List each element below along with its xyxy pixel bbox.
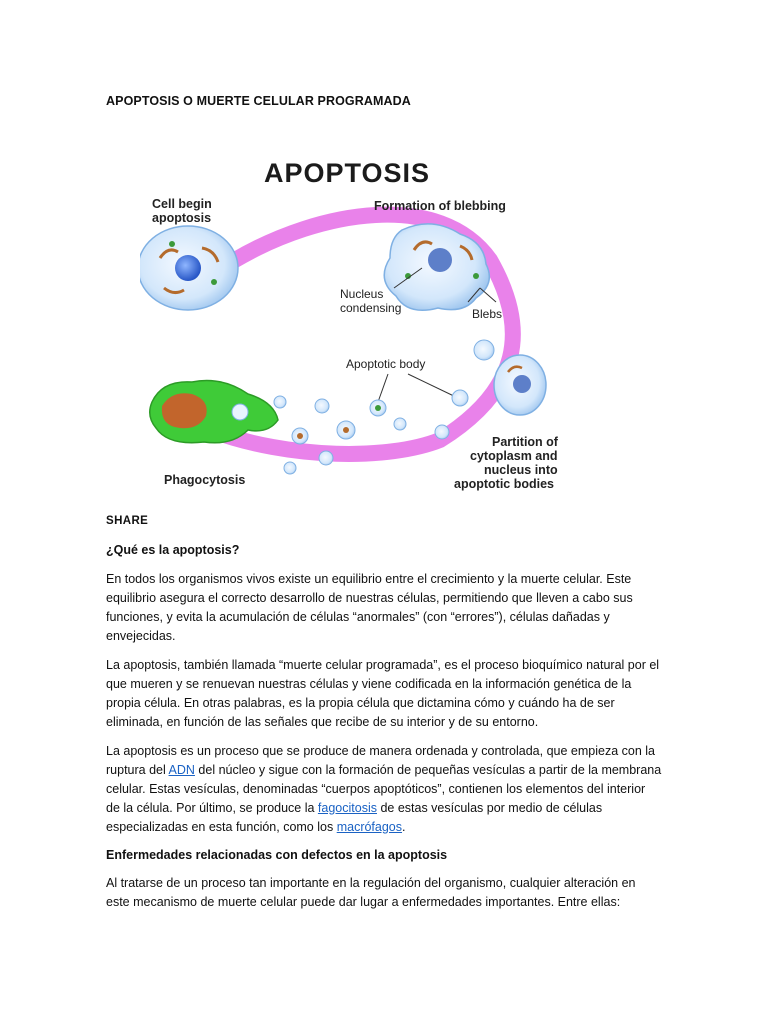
paragraph-3-part-4: . (402, 820, 406, 834)
link-macrofagos[interactable]: macrófagos (336, 820, 403, 834)
label-apoptotic-body: Apoptotic body (346, 357, 426, 371)
heading-what-is-apoptosis: ¿Qué es la apoptosis? (106, 543, 240, 557)
label-blebbing: Formation of blebbing (374, 199, 506, 213)
label-nucleus-2: condensing (340, 301, 402, 315)
link-adn[interactable]: ADN (168, 763, 195, 777)
label-partition-3: nucleus into (484, 463, 558, 477)
figure-title: APOPTOSIS (264, 158, 431, 188)
apoptotic-bodies (274, 396, 449, 474)
partitioning-cell (452, 340, 546, 415)
label-nucleus-1: Nucleus (340, 287, 384, 301)
link-fagocitosis[interactable]: fagocitosis (317, 801, 377, 815)
label-cell-begin-2: apoptosis (152, 211, 212, 225)
document-title: APOPTOSIS O MUERTE CELULAR PROGRAMADA (106, 94, 411, 108)
label-partition-1: Partition of (492, 435, 558, 449)
paragraph-1: En todos los organismos vivos existe un equilibrio entre el crecimiento y la muerte celular. Este equilibrio asegura el correcto desarrollo de nuestras células, permitiendo que lleven a cabo sus funciones, y evita la acumulación de células “anormales” (con “errores”), células dañadas y envejecidas. (106, 572, 633, 643)
apoptosis-diagram (140, 140, 560, 500)
paragraph-3 (106, 742, 662, 837)
share-label[interactable]: SHARE (106, 515, 149, 527)
label-partition-2: cytoplasm and (470, 449, 558, 463)
healthy-cell (140, 226, 238, 310)
paragraph-3-part-2: del núcleo y sigue con la formación de pequeñas vesículas a partir de la membrana celular. Estas vesículas, denominadas “cuerpos apoptóticos”, contienen los elementos del interior de la célula. Por último, se produce la (106, 763, 662, 815)
paragraph-4: Al tratarse de un proceso tan importante en la regulación del organismo, cualquier alteración en este mecanismo de muerte celular puede dar lugar a enfermedades importantes. Entre ellas: (106, 876, 636, 909)
label-cell-begin-1: Cell begin (152, 197, 212, 211)
label-phagocytosis: Phagocytosis (164, 473, 246, 487)
paragraph-2: La apoptosis, también llamada “muerte celular programada”, es el proceso bioquímico natural por el que mueren y se renuevan nuestras células y viene codificada en la información genética de la propia célula. En otras palabras, es la propia célula que dictamina cómo y cuándo ha de ser eliminada, en función de las señales que recibe de su interior y de su entorno. (106, 658, 660, 729)
paragraph-3-part-1: La apoptosis es un proceso que se produce de manera ordenada y controlada, que empieza con la ruptura del (106, 744, 655, 777)
label-partition-4: apoptotic bodies (454, 477, 554, 491)
phagocyte-cell (150, 381, 278, 443)
heading-diseases: Enfermedades relacionadas con defectos en la apoptosis (106, 848, 448, 862)
apoptosis-figure (140, 140, 560, 500)
paragraph-3-part-3: de estas vesículas por medio de células especializadas en esta función, como los (106, 801, 603, 834)
label-blebs: Blebs (472, 307, 503, 321)
